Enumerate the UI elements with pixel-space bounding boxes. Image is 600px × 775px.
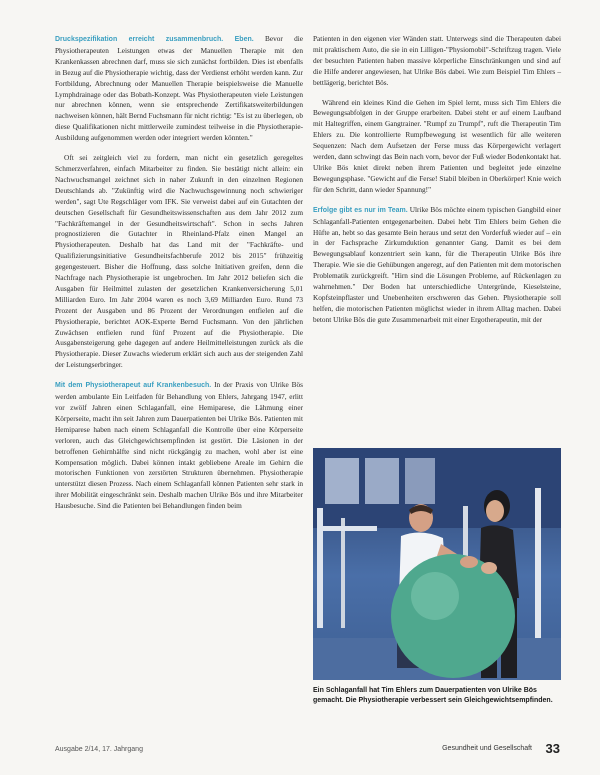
left-column — [55, 34, 303, 512]
issue-info: Ausgabe 2/14, 17. Jahrgang — [55, 746, 143, 753]
subheading: Mit dem Physiotherapeut auf Krankenbesuch. — [55, 382, 212, 390]
paragraph — [55, 34, 303, 144]
page-footer — [55, 742, 560, 756]
paragraph — [55, 380, 303, 512]
paragraph: Patienten in den eigenen vier Wänden statt. Unterwegs sind die Therapeuten dabei mit praktischem Auto, die sie in ein Lilligen-"Physiomobil"-Schriftzug tragen. Viele der besuchten Patienten haben massive körperliche Einschränkungen und sind auf die Hilfe anderer angewiesen, hat Ulrike Bös dabei. Wie zum Beispiel Tim Ehlers – bettlägerig, berichtet Bös. — [313, 34, 561, 87]
section-title: Gesundheit und Gesellschaft — [442, 745, 532, 752]
article-photo — [313, 448, 561, 680]
photo-caption: Ein Schlaganfall hat Tim Ehlers zum Dauerpatienten von Ulrike Bös gemacht. Die Physiotherapie verbessert sein Gleichgewichtsempfinden. — [313, 687, 553, 704]
paragraph-text: Ulrike Bös möchte einem typischen Gangbild einer Schlaganfall-Patienten entgegenarbeiten. Dabei hebt Tim Ehlers beim Gehen die Hüfte an, hebt so das gesamte Bein heraus und setzt den Vorderfuß wieder auf – ein in der Fachsprache Zirkumduktion genannter Gang. Damit es bei dem Bewegungsablauf konzentriert sein kann, für die Therapeutin Ulrike Bös ihre Therapie. Wie sie die Gehübungen angeregt, auf den Patienten mit dem motorischen Problematik zurückgreift. "Hirn sind die Lösungen Probleme, auf Rückenlagen zu wahrnehmen." Der Boden hat unterschiedliche Untergründe, Kieselsteine, Kopfsteinpflaster und Unebenheiten erschweren das Gehen. Physiotherapie soll helfen, die motorischen Patienten möglichst wieder in ihrem Alltag machen. Dabei betont Ulrike Bös die gute Zusammenarbeit mit einer Ergotherapeutin, mit der — [313, 204, 562, 324]
subheading: Druckspezifikation erreicht zusammenbruch. Eben. — [55, 36, 254, 43]
paragraph — [313, 205, 561, 326]
photo-illustration — [313, 448, 561, 680]
paragraph: Während ein kleines Kind die Gehen im Spiel lernt, muss sich Tim Ehlers die Bewegungsabfolgen in der Gruppe erarbeiten. Dabei steht er auf einem Laufband mit Haltegriffen, einem Gangtrainer. "Rumpf zu Trumpf", ruft die Therapeutin Tim Ehlers zu. Die kontrollierte Rumpfbewegung ist wesentlich für alle weiteren Sequenzen: Nach dem Aufsetzen der Ferse muss das Körpergewicht verlagert werden, dann schwingt das Bein nach vorn, bevor der Fuß wieder Bodenkontakt hat. Ulrike Bös kniet direkt neben ihrem Patienten und begleitet jede einzelne Bewegungsphase. "Gewicht auf die Ferse! Stabil bleiben in Oberkörper! Knie weich für den Schritt, dann wieder Spannung!" — [313, 97, 561, 194]
page-number: 33 — [545, 741, 560, 756]
paragraph-text: Bevor die Physiotherapeuten Leistungen etwas der Manuellen Therapie mit den Krankenkassen abrechnen darf, muss sie sich zunächst fortbilden. Dies ist ebenfalls in Bezug auf die Physiotherapie wichtig, dass der Verdienst erhöht werden kann. Zur Fortbildung, Abrechnung oder Manuellen Therapie beispielsweise die Manuelle Lymphdrainage oder das Bobath-Konzept. Was Physiotherapeuten viele Leistungen nur abrechnen können, wenn sie entsprechende Zertifikatsweiterbildungen nachweisen können, hält Bernd Fuchsmann für nicht richtig: "Es ist zu überlegen, ob diese Qualifikationen nicht mittlerweile zumindest teilweise in die Physiotherapie-Ausbildung aufgenommen werden oder integriert werden könnten." — [55, 34, 303, 143]
subheading: Erfolge gibt es nur im Team. — [313, 206, 408, 214]
right-column — [313, 34, 561, 326]
paragraph-text: In der Praxis von Ulrike Bös werden ambulante Ein Leitfaden für Behandlung von Ehlers, Jahrgang 1947, erlitt vor zwölf Jahren einen Schlaganfall, eine Hemiparese, die Lähmung einer Körperseite, macht ihn seit Jahren zum Dauerpatienten bei Ulrike Bös. Patienten mit Hemiparese haben nach einem Schlaganfall die Kontrolle über eine Körperseite verloren, auch das Gleichgewichtsempfinden ist gestört. Die Läsionen in der betroffenen Gehirnhälfte sind nicht rückgängig zu machen, wohl aber ist eine Kompensation möglich. Dabei können intakt gebliebene Areale im Gehirn die motorischen Funktionen von zerstörten Strukturen übernehmen. Physiotherapie unterstützt diesen Prozess. Nach einem Schlaganfall können Patienten sehr stark in ihrer Mobilität eingeschränkt sein. Deshalb machen Ulrike Bös und ihre Mitarbeiter Hausbesuche. Sind die Patienten bei Behandlungen finden beim — [55, 380, 304, 511]
paragraph: Oft sei zeitgleich viel zu fordern, man nicht ein gesetzlich geregeltes Schmerzverfahren, einfach Mitarbeiter zu finden. Sie bestätigt nicht allein: ein Nachwuchsmangel zeichnet sich in naher Zukunft in den einzelnen Regionen Deutschlands ab. "Zukünftig wird die Nachwuchsgewinnung noch schwieriger werden", sagt Ute Regschläger vom IFK. Sie verweist dabei auf ein Gutachten der deutschen Gesellschaft für Gesundheitswissenschaften aus dem Jahr 2012 zum "Fachkräftemangel in der Gesundheitswirtschaft". Schon in sechs Jahren prognostizieren die Gutachter in Rheinland-Pfalz einen Mangel an Physiotherapeuten. Deshalb hat das Land mit der "Fachkräfte- und Qualifizierungsinitiative Gesundheitsfachberufe 2012 bis 2015" frühzeitig gegengesteuert. Bisher die Hoffnung, dass solche Initiativen greifen, denn die Nachfrage nach Physiotherapie ist ungebrochen. Im Jahr 2012 beliefen sich die Ausgaben für Heilmittel zulasten der gesetzlichen Krankenversicherung 5,01 Milliarden Euro. Im Jahr 2004 waren es noch 3,69 Milliarden Euro. Rund 73 Prozent der Ausgaben und 86 Prozent der Verordnungen entfielen auf die Physiotherapie, berichtet AOK-Experte Bernd Fuchsmann. Von den jährlichen Zuwächsen entfielen rund fünf Prozent auf die Physiotherapie. Die Ausgabensteigerung gehe dagegen auf andere Heilmittelleistungen zurück als die Physiotherapie. Dieser Zuwachs wiederum erklärt sich auch aus der steigenden Zahl der Leistungserbringer. — [55, 153, 303, 370]
